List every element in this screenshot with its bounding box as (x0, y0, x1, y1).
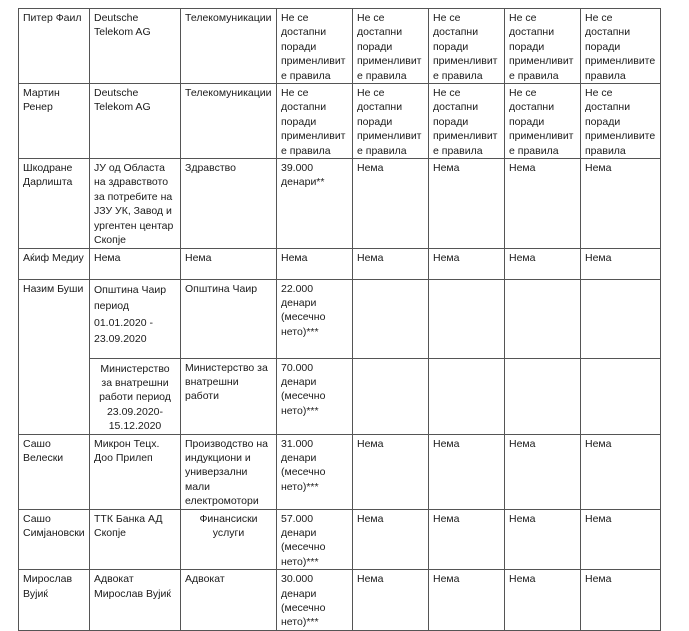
cell-organization: Општина Чаир период 01.01.2020 - 23.09.2020 (90, 279, 181, 358)
cell-sector: Производство на индукциони и универзални мали електромотори (181, 434, 277, 509)
cell-organization: Министерство за внатрешни работи период 23.09.2020-15.12.2020 (90, 358, 181, 434)
cell-sector: Адвокат (181, 570, 277, 631)
cell-col7: Не се достапни поради применливите правила (505, 84, 581, 159)
cell-organization: Адвокат Мирослав Вујиќ (90, 570, 181, 631)
cell-organization: Микрон Тецх. Доо Прилеп (90, 434, 181, 509)
table-row (19, 570, 661, 631)
cell-sector: Нема (181, 248, 277, 279)
cell-col7: Нема (505, 159, 581, 248)
cell-col7: Нема (505, 509, 581, 570)
cell-col5 (353, 279, 429, 358)
cell-col7: Не се достапни поради применливите правила (505, 9, 581, 84)
cell-col7: Нема (505, 434, 581, 509)
cell-col6: Не се достапни поради применливите правила (429, 84, 505, 159)
cell-sector: Општина Чаир (181, 279, 277, 358)
table-row (19, 358, 661, 434)
cell-col4: 22.000 денари (месечно нето)*** (277, 279, 353, 358)
cell-col8: Нема (581, 248, 661, 279)
cell-col4: 57.000 денари (месечно нето)*** (277, 509, 353, 570)
cell-col5: Нема (353, 509, 429, 570)
cell-organization: Deutsche Telekom AG (90, 84, 181, 159)
cell-col7 (505, 279, 581, 358)
cell-sector: Министерство за внатрешни работи (181, 358, 277, 434)
cell-col8: Нема (581, 159, 661, 248)
cell-col6 (429, 279, 505, 358)
cell-col6: Нема (429, 570, 505, 631)
cell-col4: 30.000 денари (месечно нето)*** (277, 570, 353, 631)
cell-organization: ТТК Банка АД Скопје (90, 509, 181, 570)
cell-col5: Нема (353, 434, 429, 509)
cell-name: Питер Фаил (19, 9, 90, 84)
cell-name: Сашо Симјановски (19, 509, 90, 570)
cell-col5: Нема (353, 248, 429, 279)
cell-organization: ЈУ од Областа на здравството за потребите на ЈЗУ УК, Завод и ургентен центар Скопје (90, 159, 181, 248)
cell-sector: Здравство (181, 159, 277, 248)
cell-col4: 70.000 денари (месечно нето)*** (277, 358, 353, 434)
table-row (19, 279, 661, 358)
cell-col4: 31.000 денари (месечно нето)*** (277, 434, 353, 509)
cell-name: Мартин Ренер (19, 84, 90, 159)
table-row (19, 248, 661, 279)
cell-col7: Нема (505, 570, 581, 631)
cell-col8: Нема (581, 434, 661, 509)
cell-name: Сашо Велески (19, 434, 90, 509)
cell-col5: Не се достапни поради применливите правила (353, 9, 429, 84)
cell-sector: Телекомуникации (181, 84, 277, 159)
cell-col7: Нема (505, 248, 581, 279)
cell-col5 (353, 358, 429, 434)
table-row (19, 509, 661, 570)
table-row (19, 84, 661, 159)
cell-col5: Нема (353, 159, 429, 248)
cell-name: Назим Буши (19, 279, 90, 434)
cell-col8: Нема (581, 570, 661, 631)
cell-col6: Нема (429, 434, 505, 509)
table-row (19, 434, 661, 509)
cell-col7 (505, 358, 581, 434)
cell-col8: Нема (581, 509, 661, 570)
cell-sector: Финансиски услуги (181, 509, 277, 570)
table-row (19, 9, 661, 84)
cell-name: Аќиф Медиу (19, 248, 90, 279)
cell-col4: Нема (277, 248, 353, 279)
cell-col4: Не се достапни поради применливите правила (277, 84, 353, 159)
cell-col6 (429, 358, 505, 434)
cell-col6: Нема (429, 248, 505, 279)
cell-col5: Не се достапни поради применливите правила (353, 84, 429, 159)
table-row (19, 159, 661, 248)
remuneration-table (18, 8, 661, 631)
cell-col5: Нема (353, 570, 429, 631)
cell-col4: 39.000 денари** (277, 159, 353, 248)
cell-col6: Нема (429, 509, 505, 570)
cell-name: Мирослав Вујиќ (19, 570, 90, 631)
cell-sector: Телекомуникации (181, 9, 277, 84)
cell-col8: Не се достапни поради применливите правила (581, 9, 661, 84)
cell-col6: Не се достапни поради применливите правила (429, 9, 505, 84)
cell-col8: Не се достапни поради применливите правила (581, 84, 661, 159)
cell-col4: Не се достапни поради применливите правила (277, 9, 353, 84)
cell-organization: Нема (90, 248, 181, 279)
cell-col6: Нема (429, 159, 505, 248)
cell-col8 (581, 279, 661, 358)
cell-organization: Deutsche Telekom AG (90, 9, 181, 84)
cell-name: Шкодране Дарлишта (19, 159, 90, 248)
cell-col8 (581, 358, 661, 434)
